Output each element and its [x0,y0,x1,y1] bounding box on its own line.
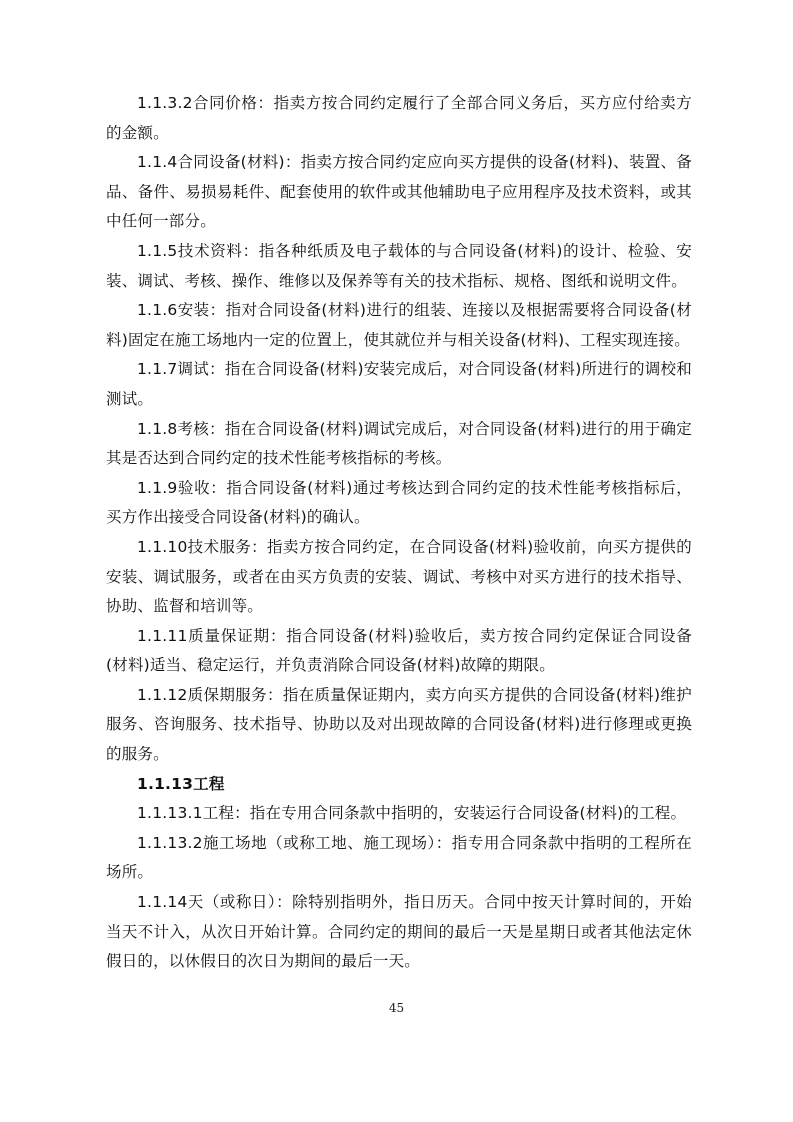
paragraph-technical-service: 1.1.10技术服务：指卖方按合同约定，在合同设备(材料)验收前，向买方提供的安装、调试服务，或者在由买方负责的安装、调试、考核中对买方进行的技术指导、协助、监督和培训等。 [106,537,692,616]
document-body [106,89,692,977]
section-heading-project: 1.1.13工程 [137,774,225,793]
paragraph-project: 1.1.13.1工程：指在专用合同条款中指明的，安装运行合同设备(材料)的工程。 [137,804,687,823]
paragraph-warranty-period: 1.1.11质量保证期：指合同设备(材料)验收后，卖方按合同约定保证合同设备(材料)适当、稳定运行，并负责消除合同设备(材料)故障的期限。 [106,626,692,675]
paragraph-contract-price: 1.1.3.2合同价格：指卖方按合同约定履行了全部合同义务后，买方应付给卖方的金额。 [106,94,692,142]
paragraph-installation: 1.1.6安装：指对合同设备(材料)进行的组装、连接以及根据需要将合同设备(材料)固定在施工场地内一定的位置上，使其就位并与相关设备(材料)、工程实现连接。 [106,301,692,349]
paragraph-contract-equipment: 1.1.4合同设备(材料)：指卖方按合同约定应向买方提供的设备(材料)、装置、备品、备件、易损易耗件、配套使用的软件或其他辅助电子应用程序及技术资料，或其中任何一部分。 [106,153,692,231]
paragraph-day: 1.1.14天（或称日）：除特别指明外，指日历天。合同中按天计算时间的，开始当天不计入，从次日开始计算。合同约定的期间的最后一天是星期日或者其他法定休假日的，以休假日的次日为期间的最后一天。 [106,893,692,971]
paragraph-acceptance: 1.1.9验收：指合同设备(材料)通过考核达到合同约定的技术性能考核指标后，买方作出接受合同设备(材料)的确认。 [106,478,692,527]
paragraph-commissioning: 1.1.7调试：指在合同设备(材料)安装完成后，对合同设备(材料)所进行的调校和测试。 [106,360,692,408]
paragraph-construction-site: 1.1.13.2施工场地（或称工地、施工现场）：指专用合同条款中指明的工程所在场所。 [106,833,692,882]
paragraph-warranty-service: 1.1.12质保期服务：指在质量保证期内，卖方向买方提供的合同设备(材料)维护服务、咨询服务、技术指导、协助以及对出现故障的合同设备(材料)进行修理或更换的服务。 [106,685,692,764]
paragraph-assessment: 1.1.8考核：指在合同设备(材料)调试完成后，对合同设备(材料)进行的用于确定其是否达到合同约定的技术性能考核指标的考核。 [106,419,692,468]
paragraph-technical-documents: 1.1.5技术资料：指各种纸质及电子载体的与合同设备(材料)的设计、检验、安装、调试、考核、操作、维修以及保养等有关的技术指标、规格、图纸和说明文件。 [106,241,692,290]
page-number: 45 [388,1001,405,1015]
